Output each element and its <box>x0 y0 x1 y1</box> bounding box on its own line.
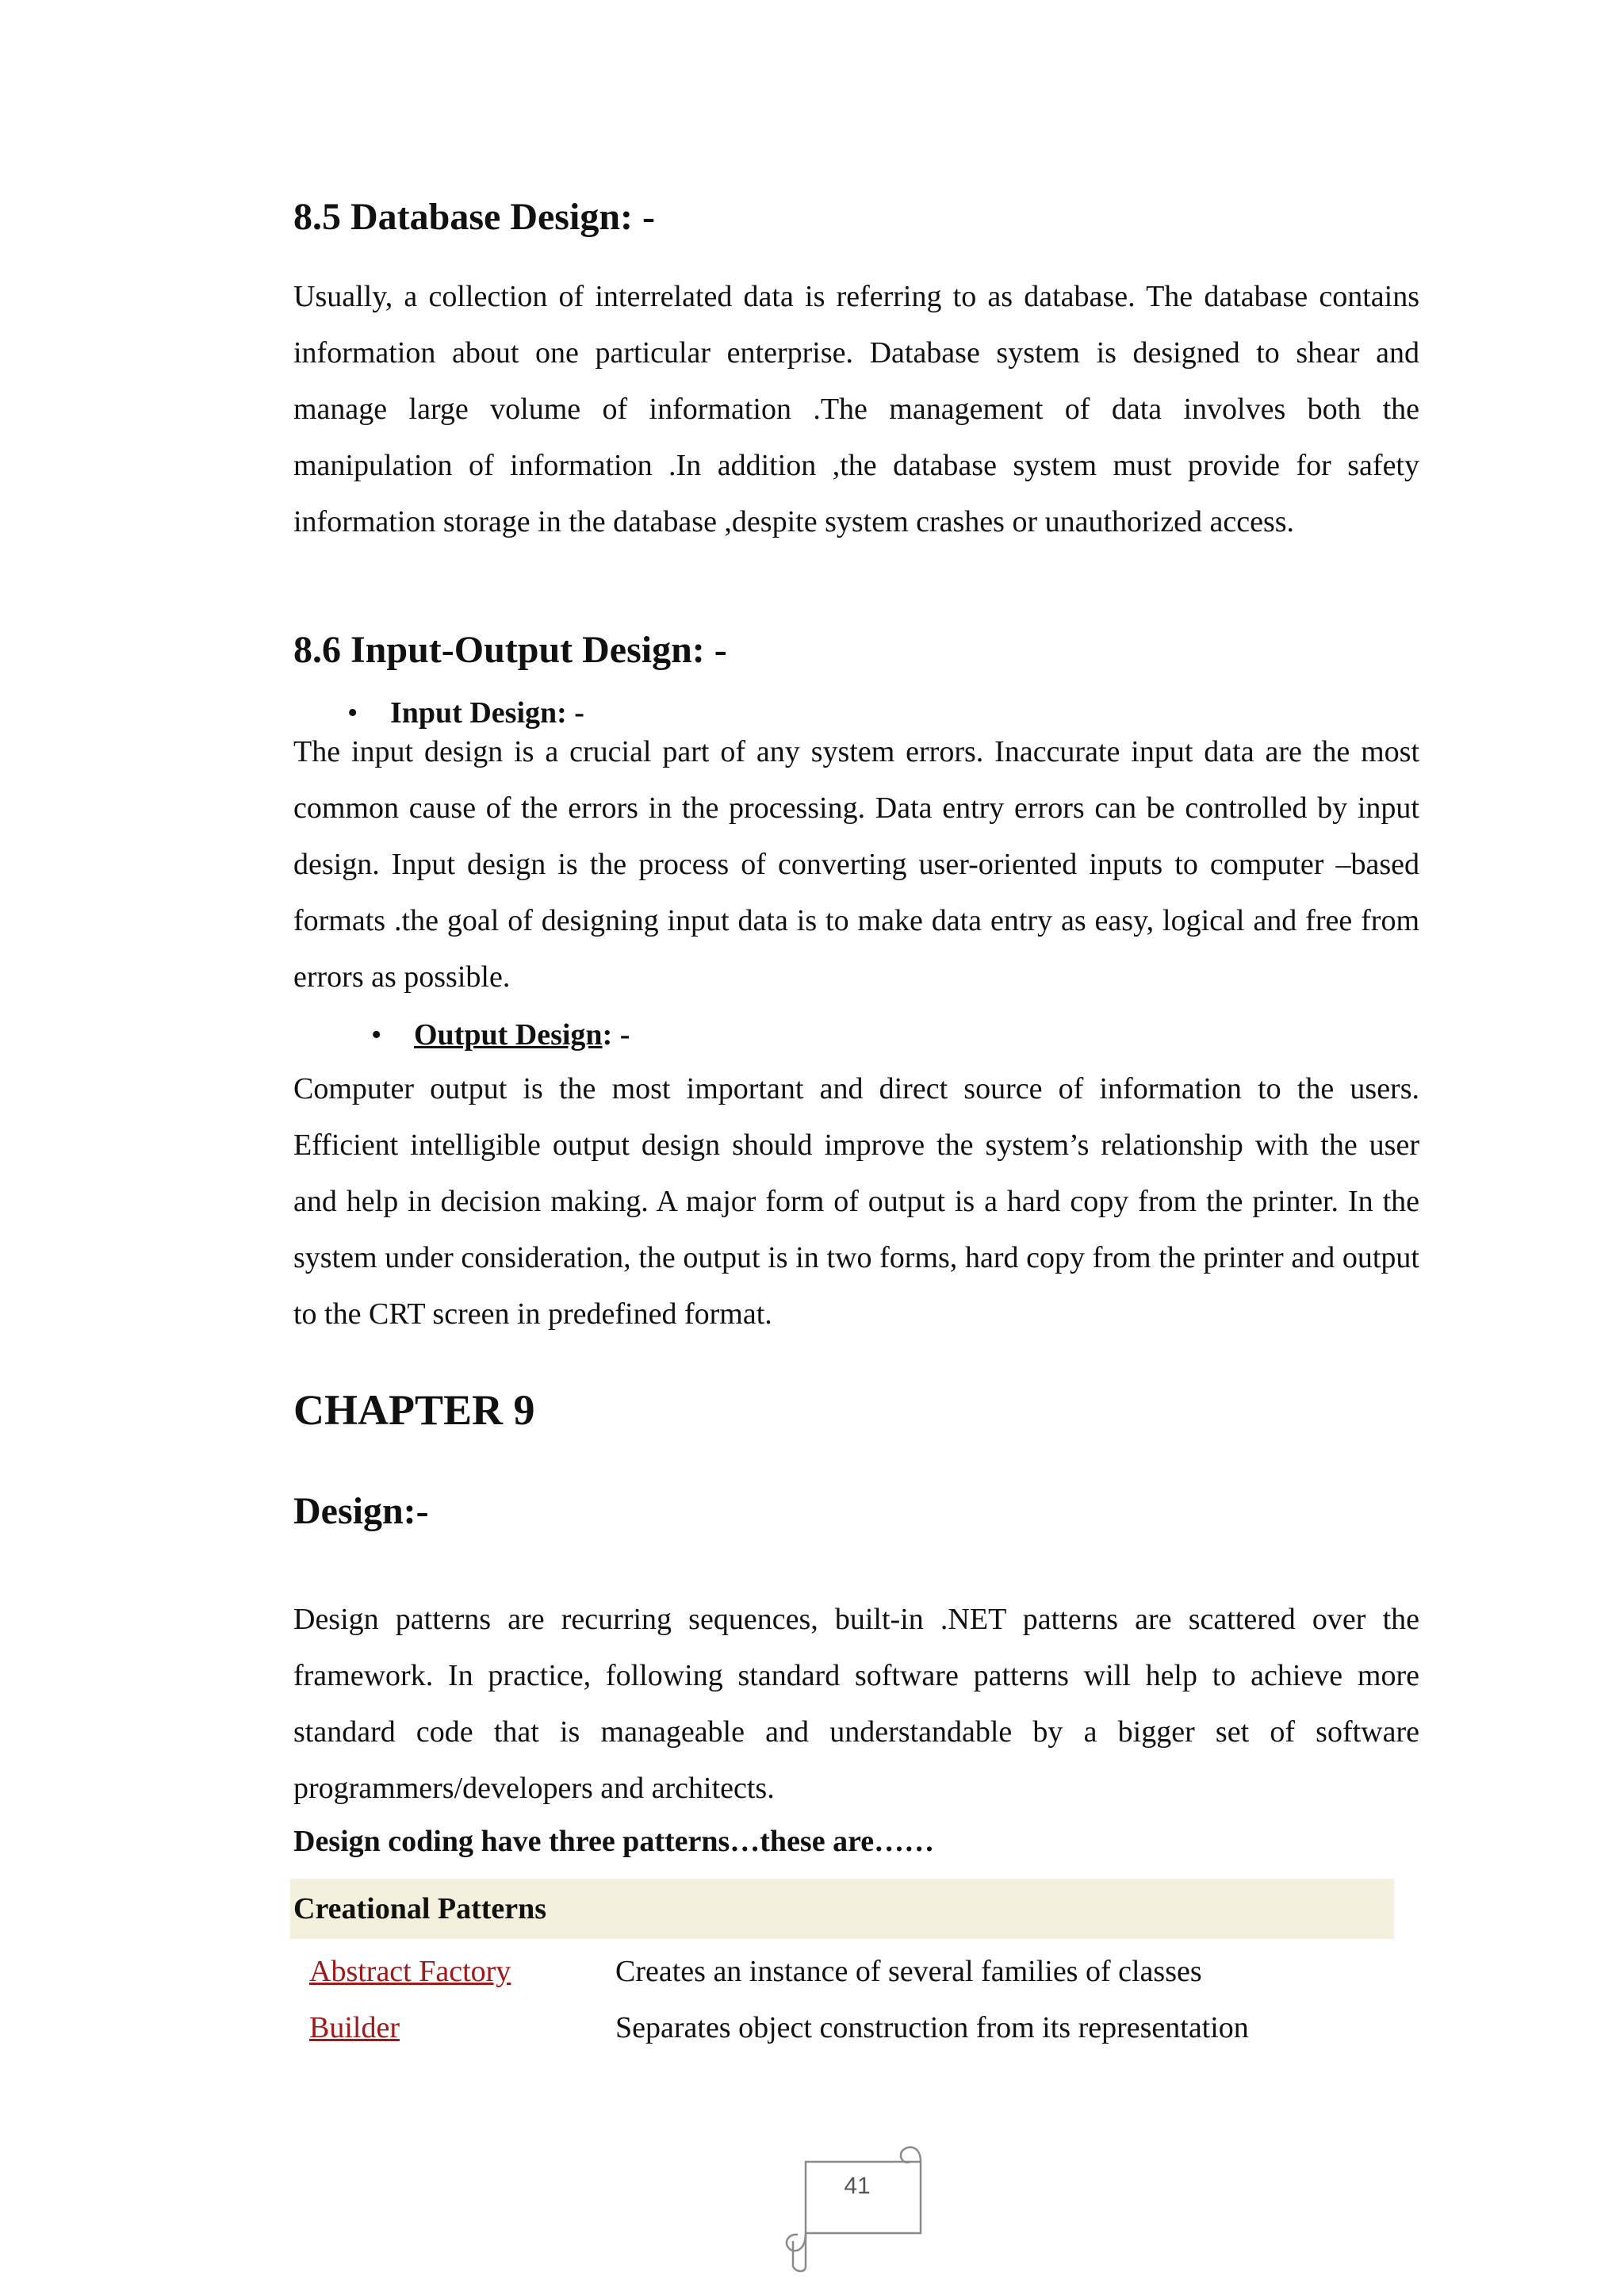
design-paragraph: Design patterns are recurring sequences, built-in .NET patterns are scattered over the framework. In practice, following standard software patterns will help to achieve more standard code that is manageable and understandable by a bigger set of software programmers/developers and architects. <box>293 1603 1419 1805</box>
section-heading-database-design: 8.5 Database Design: - <box>293 196 655 238</box>
bullet-icon: • <box>347 696 358 730</box>
pattern-description: Separates object construction from its representation <box>615 2011 1249 2044</box>
page-number-badge <box>782 2122 933 2273</box>
output-design-bullet <box>371 1015 630 1055</box>
design-subheading: Design:- <box>293 1490 429 1532</box>
output-design-paragraph: Computer output is the most important and direct source of information to the users. Efficient intelligible output design should improve the system’s relationship with the user and help in decision making. A major form of output is a hard copy from the printer. In the system under consideration, the output is in two forms, hard copy from the printer and output to the CRT screen in predefined format. <box>293 1072 1419 1331</box>
input-design-paragraph: The input design is a crucial part of any system errors. Inaccurate input data are the most common cause of the errors in the processing. Data entry errors can be controlled by input design. Input design is the process of converting user-oriented inputs to computer –based formats .the goal of designing input data is to make data entry as easy, logical and free from errors as possible. <box>293 735 1419 994</box>
pattern-link-abstract-factory[interactable]: Abstract Factory <box>309 1955 511 1988</box>
pattern-link-builder[interactable]: Builder <box>309 2011 400 2044</box>
chapter-title: CHAPTER 9 <box>293 1386 535 1434</box>
input-design-label: Input Design: - <box>390 696 584 730</box>
patterns-table-header-label: Creational Patterns <box>293 1892 547 1925</box>
patterns-intro: Design coding have three patterns…these are…… <box>293 1825 935 1858</box>
output-design-suffix: : - <box>602 1018 630 1052</box>
database-design-paragraph: Usually, a collection of interrelated data is referring to as database. The database contains information about one particular enterprise. Database system is designed to shear and manage large volume of information .The management of data involves both the manipulation of information .In addition ,the database system must provide for safety information storage in the database ,despite system crashes or unauthorized access. <box>293 280 1419 538</box>
page-number: 41 <box>844 2173 871 2199</box>
pattern-description: Creates an instance of several families of classes <box>615 1955 1202 1988</box>
bullet-icon: • <box>371 1018 382 1052</box>
output-design-label: Output Design <box>414 1018 603 1052</box>
patterns-table-header <box>290 1879 1394 1939</box>
section-heading-input-output-design: 8.6 Input-Output Design: - <box>293 629 727 671</box>
